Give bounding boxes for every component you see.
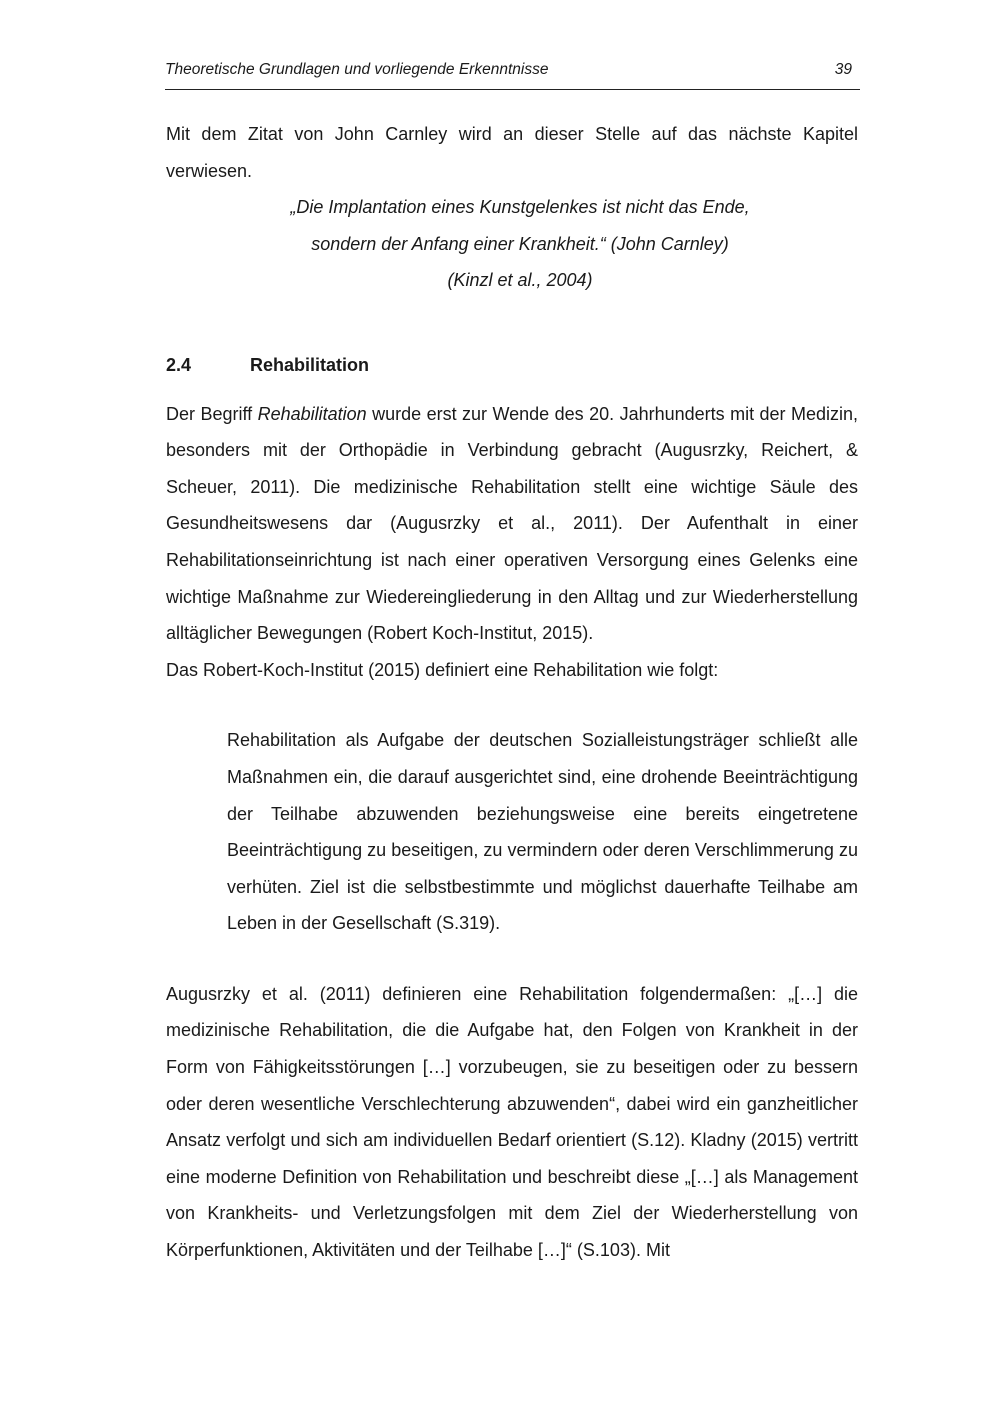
page-header xyxy=(165,60,860,90)
rki-blockquote: Rehabilitation als Aufgabe der deutschen Sozialleistungsträger schließt alle Maßnahmen ein, die darauf ausgerichtet sind, eine drohende Beeinträchtigung der Teilhabe abzuwenden beziehungsweise eine bereits eingetretene Beeinträchtigung zu beseitigen, zu vermindern oder deren Verschlimmerung zu verhüten. Ziel ist die selbstbestimmte und möglichst dauerhafte Teilhabe am Leben in der Gesellschaft (S.319). xyxy=(227,730,858,934)
section-number: 2.4 xyxy=(166,354,192,375)
epigraph-quote xyxy=(166,189,858,299)
paragraph-rki-intro: Das Robert-Koch-Institut (2015) definiert eine Rehabilitation wie folgt: xyxy=(166,659,719,680)
page-number: 39 xyxy=(834,61,852,78)
paragraph1-rest: wurde erst zur Wende des 20. Jahrhunderts mit der Medizin, besonders mit der Orthopädie in Verbindung gebracht (Augusrzky, Reichert, & Scheuer, 2011). Die medizinische Rehabilitation stellt eine wichtige Säule des Gesundheitswesens dar (Augusrzky et al., 2011). Der Aufenthalt in einer Rehabilitationseinrichtung ist nach einer operativen Versorgung eines Gelenks eine wichtige Maßnahme zur Wiedereingliederung in den Alltag und zur Wiederherstellung alltäglicher Bewegungen (Robert Koch-Institut, 2015). xyxy=(166,403,858,644)
running-header-title: Theoretische Grundlagen und vorliegende Erkenntnisse xyxy=(165,61,549,78)
term-rehabilitation: Rehabilitation xyxy=(257,403,367,424)
quote-citation: (Kinzl et al., 2004) xyxy=(447,270,593,291)
paragraph-rehabilitation-definition xyxy=(166,396,858,652)
section-heading xyxy=(166,347,858,384)
quote-line-1: „Die Implantation eines Kunstgelenkes ist nicht das Ende, xyxy=(290,197,750,218)
page-body xyxy=(166,116,858,1269)
intro-paragraph: Mit dem Zitat von John Carnley wird an dieser Stelle auf das nächste Kapitel verwiesen. xyxy=(166,124,858,181)
paragraph1-lead: Der Begriff xyxy=(166,403,258,424)
section-title: Rehabilitation xyxy=(250,354,370,375)
quote-line-2: sondern der Anfang einer Krankheit.“ (John Carnley) xyxy=(311,233,729,254)
paragraph-augusrzky-kladny: Augusrzky et al. (2011) definieren eine Rehabilitation folgendermaßen: „[…] die medizinische Rehabilitation, die die Aufgabe hat, den Folgen von Krankheit in der Form von Fähigkeitsstörungen […] vorzubeugen, sie zu beseitigen oder zu bessern oder deren wesentliche Verschlechterung abzuwenden“, dabei wird ein ganzheitlicher Ansatz verfolgt und sich am individuellen Bedarf orientiert (S.12). Kladny (2015) vertritt eine moderne Definition von Rehabilitation und beschreibt diese „[…] als Management von Krankheits- und Verletzungsfolgen mit dem Ziel der Wiederherstellung von Körperfunktionen, Aktivitäten und der Teilhabe […]“ (S.103). Mit xyxy=(166,983,858,1261)
